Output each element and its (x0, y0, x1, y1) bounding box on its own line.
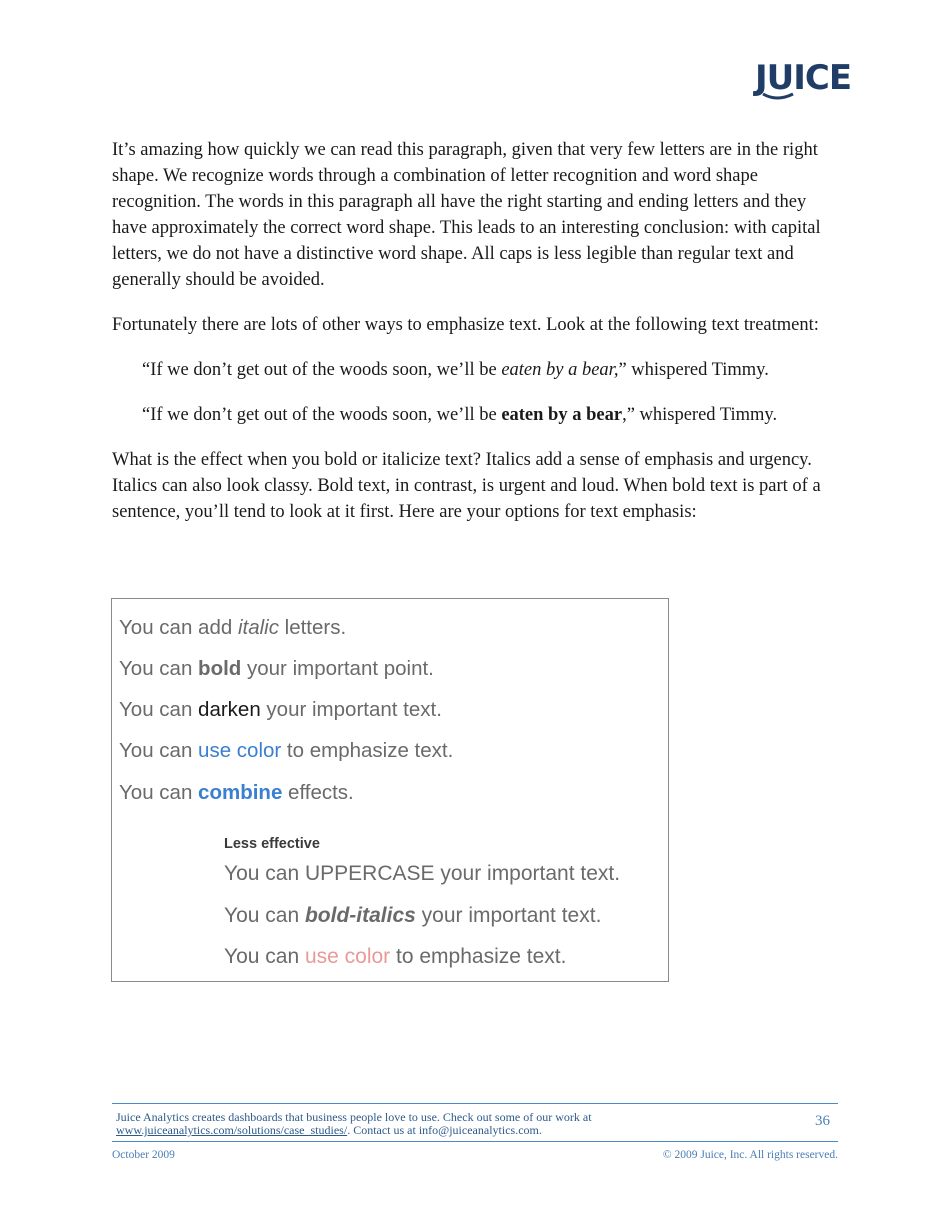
juice-logo (755, 56, 852, 104)
option-italic: You can add italic letters. (119, 616, 347, 639)
option-bold-italics: You can bold-italics your important text. (224, 904, 602, 927)
less-effective-heading: Less effective (224, 836, 320, 852)
option-color-bad: You can use color to emphasize text. (224, 945, 567, 968)
emphasis-options-figure (111, 598, 669, 982)
option-color: You can use color to emphasize text. (119, 739, 454, 762)
document-body (112, 137, 840, 544)
page-number: 36 (815, 1113, 830, 1129)
paragraph-emphasis-effect: What is the effect when you bold or italicize text? Italics add a sense of emphasis and urgency. Italics can also look classy. Bold text, in contrast, is urgent and loud. When bold text is part of a sentence, you’ll tend to look at it first. Here are your options for text emphasis: (112, 450, 821, 522)
paragraph-word-shape: It’s amazing how quickly we can read this paragraph, given that very few letters are in the right shape. We recognize words through a combination of letter recognition and word shape recognition. The words in this paragraph all have the right starting and ending letters and they have approximately the correct word shape. This leads to an interesting conclusion: with capital letters, we do not have a distinctive word shape. All caps is less legible than regular text and generally should be avoided. (112, 140, 821, 290)
paragraph-emphasize-intro: Fortunately there are lots of other ways to emphasize text. Look at the following text treatment: (112, 315, 819, 335)
logo-smile-icon (755, 92, 840, 102)
logo-wordmark: JUICE (755, 58, 852, 98)
quote-italic-example: “If we don’t get out of the woods soon, we’ll be eaten by a bear,” whispered Timmy. (142, 360, 769, 380)
footer-copyright: © 2009 Juice, Inc. All rights reserved. (662, 1149, 838, 1161)
footer-bottom-rule (112, 1141, 838, 1142)
quote-bold-example: “If we don’t get out of the woods soon, we’ll be eaten by a bear,” whispered Timmy. (142, 405, 778, 425)
option-uppercase: You can UPPERCASE your important text. (224, 862, 621, 885)
footer-top-rule (112, 1103, 838, 1104)
option-darken: You can darken your important text. (119, 698, 442, 721)
footer-date: October 2009 (112, 1149, 175, 1161)
option-bold: You can bold your important point. (119, 657, 434, 680)
case-studies-link[interactable]: www.juiceanalytics.com/solutions/case_studies/ (116, 1123, 348, 1137)
footer-blurb: Juice Analytics creates dashboards that business people love to use. Check out some of our work at www.juiceanalytics.com/solutions/case_studies/. Contact us at info@juiceanalytics.com. (116, 1110, 592, 1137)
option-combine: You can combine effects. (119, 781, 354, 804)
